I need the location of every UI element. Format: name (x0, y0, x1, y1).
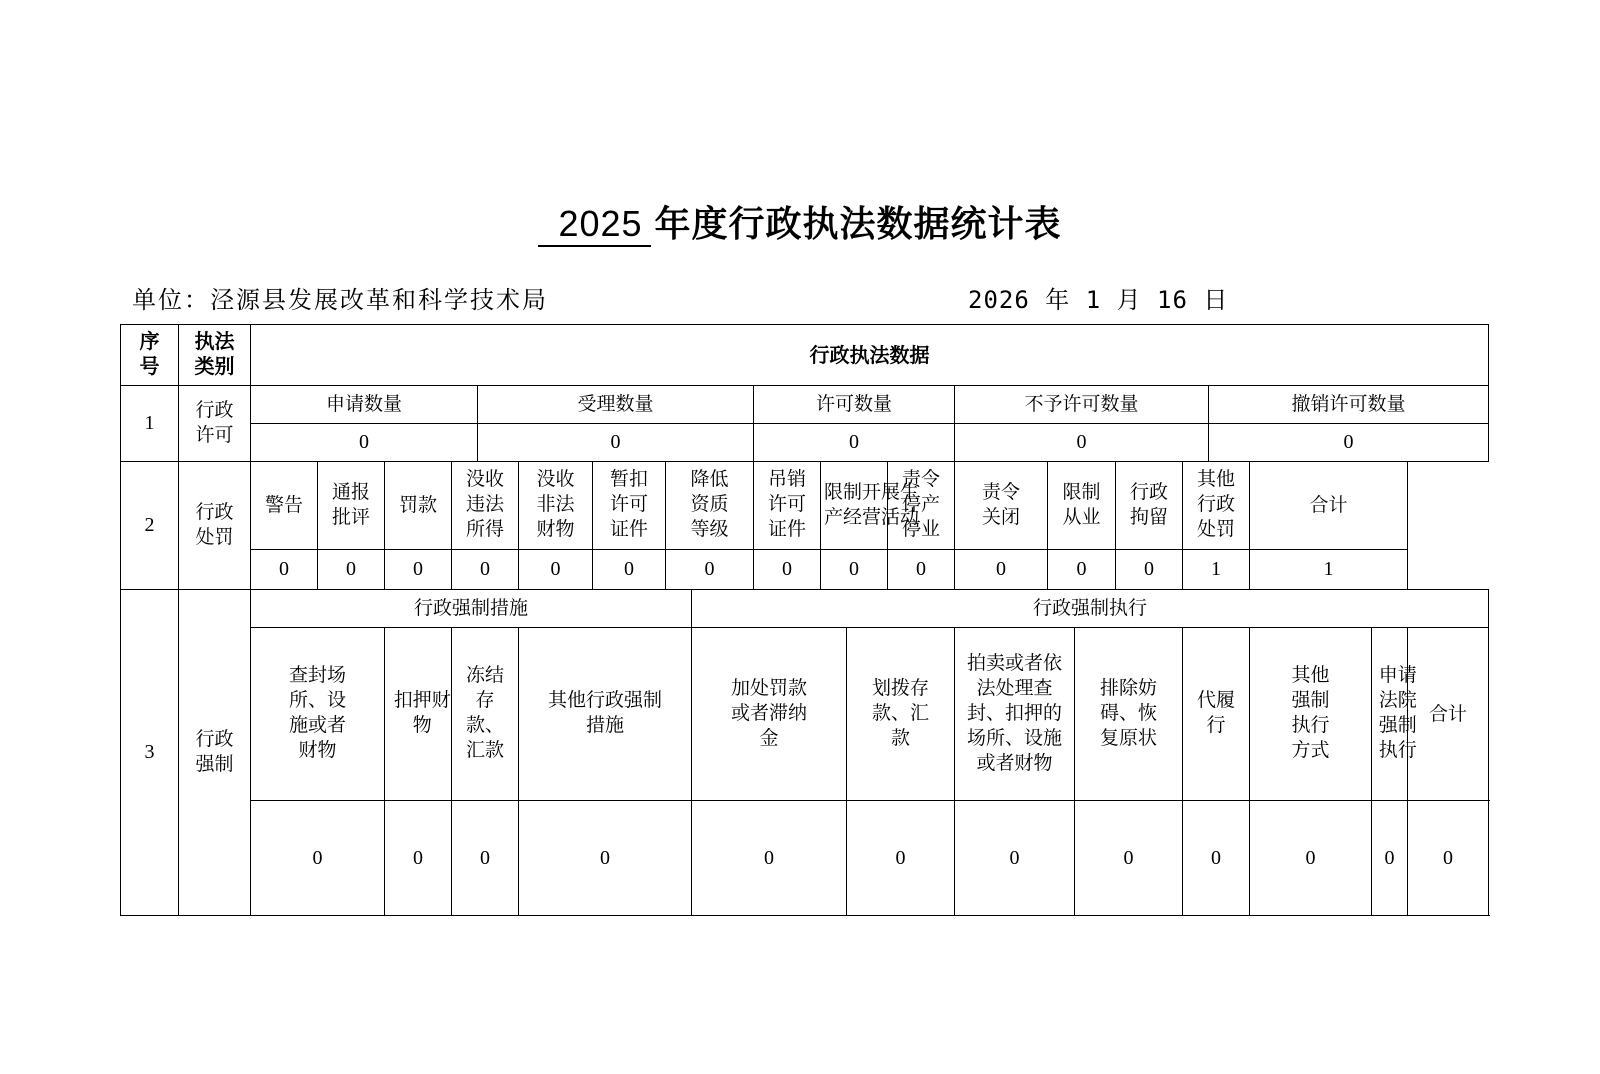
coercion-label: 申请法院强制执行 (1372, 628, 1408, 801)
header-seq: 序号 (121, 325, 179, 386)
penalty-value: 0 (888, 550, 955, 590)
penalty-label: 其他行政处罚 (1183, 462, 1250, 550)
header-row (121, 325, 1489, 386)
penalty-value: 0 (955, 550, 1048, 590)
penalty-label: 没收非法财物 (519, 462, 593, 550)
coercion-seq: 3 (121, 590, 179, 916)
coercion-label: 其他行政强制措施 (519, 628, 692, 801)
header-data: 行政执法数据 (251, 325, 1489, 386)
licensing-label: 受理数量 (478, 386, 754, 424)
coercion-value: 0 (692, 801, 847, 916)
penalty-value: 0 (519, 550, 593, 590)
title-text: 年度行政执法数据统计表 (654, 203, 1062, 245)
penalty-label: 吊销许可证件 (754, 462, 821, 550)
coercion-value: 0 (1075, 801, 1183, 916)
coercion-label: 冻结存款、汇款 (452, 628, 519, 801)
coercion-value: 0 (385, 801, 452, 916)
date-line: 2026 年 1 月 16 日 (968, 286, 1229, 314)
penalty-value: 0 (251, 550, 318, 590)
penalty-value: 0 (452, 550, 519, 590)
coercion-label: 合计 (1408, 628, 1489, 801)
penalty-label: 合计 (1250, 462, 1408, 550)
penalty-label: 通报批评 (318, 462, 385, 550)
penalty-label: 降低资质等级 (666, 462, 754, 550)
page-title (0, 196, 1600, 247)
penalty-label: 限制开展生产经营活动 (821, 462, 888, 550)
coercion-label: 代履行 (1183, 628, 1250, 801)
header-category: 执法类别 (179, 325, 251, 386)
penalty-label: 行政拘留 (1116, 462, 1183, 550)
penalty-label: 警告 (251, 462, 318, 550)
penalty-seq: 2 (121, 462, 179, 590)
title-year: 2025 (538, 203, 650, 247)
licensing-value: 0 (955, 424, 1209, 462)
penalty-value: 0 (754, 550, 821, 590)
penalty-value: 0 (593, 550, 666, 590)
coercion-label: 其他强制执行方式 (1250, 628, 1372, 801)
penalty-label: 没收违法所得 (452, 462, 519, 550)
coercion-value: 0 (251, 801, 385, 916)
penalty-value-row (121, 550, 1489, 590)
licensing-label: 申请数量 (251, 386, 478, 424)
licensing-label: 不予许可数量 (955, 386, 1209, 424)
coercion-value-row (121, 801, 1489, 916)
penalty-value: 0 (1048, 550, 1116, 590)
coercion-label: 加处罚款或者滞纳金 (692, 628, 847, 801)
coercion-value: 0 (1183, 801, 1250, 916)
licensing-label-row (121, 386, 1489, 424)
statistics-table (120, 324, 1489, 916)
penalty-value: 0 (821, 550, 888, 590)
coercion-value: 0 (847, 801, 955, 916)
coercion-value: 0 (955, 801, 1075, 916)
coercion-label: 查封场所、设施或者财物 (251, 628, 385, 801)
coercion-label: 扣押财物 (385, 628, 452, 801)
coercion-value: 0 (1372, 801, 1408, 916)
coercion-value: 0 (452, 801, 519, 916)
licensing-label: 撤销许可数量 (1209, 386, 1489, 424)
penalty-value: 0 (385, 550, 452, 590)
coercion-category: 行政强制 (179, 590, 251, 916)
licensing-value: 0 (754, 424, 955, 462)
penalty-label: 限制从业 (1048, 462, 1116, 550)
coercion-label: 拍卖或者依法处理查封、扣押的场所、设施或者财物 (955, 628, 1075, 801)
coercion-group-row (121, 590, 1489, 628)
coercion-value: 0 (1250, 801, 1372, 916)
licensing-value: 0 (1209, 424, 1489, 462)
licensing-seq: 1 (121, 386, 179, 462)
coercion-value: 0 (519, 801, 692, 916)
penalty-label: 责令停产停业 (888, 462, 955, 550)
coercion-label-row (121, 628, 1489, 801)
penalty-value: 0 (1116, 550, 1183, 590)
licensing-value-row (121, 424, 1489, 462)
penalty-value: 1 (1250, 550, 1408, 590)
licensing-value: 0 (251, 424, 478, 462)
coercion-value: 0 (1408, 801, 1489, 916)
penalty-value: 1 (1183, 550, 1250, 590)
coercion-group-execution: 行政强制执行 (692, 590, 1489, 628)
penalty-value: 0 (666, 550, 754, 590)
penalty-label: 责令关闭 (955, 462, 1048, 550)
coercion-group-measures: 行政强制措施 (251, 590, 692, 628)
penalty-label-row (121, 462, 1489, 550)
penalty-label: 暂扣许可证件 (593, 462, 666, 550)
unit-line: 单位：泾源县发展改革和科学技术局 (132, 286, 548, 314)
coercion-label: 排除妨碍、恢复原状 (1075, 628, 1183, 801)
licensing-label: 许可数量 (754, 386, 955, 424)
penalty-label: 罚款 (385, 462, 452, 550)
licensing-value: 0 (478, 424, 754, 462)
penalty-category: 行政处罚 (179, 462, 251, 590)
coercion-label: 划拨存款、汇款 (847, 628, 955, 801)
licensing-category: 行政许可 (179, 386, 251, 462)
penalty-value: 0 (318, 550, 385, 590)
